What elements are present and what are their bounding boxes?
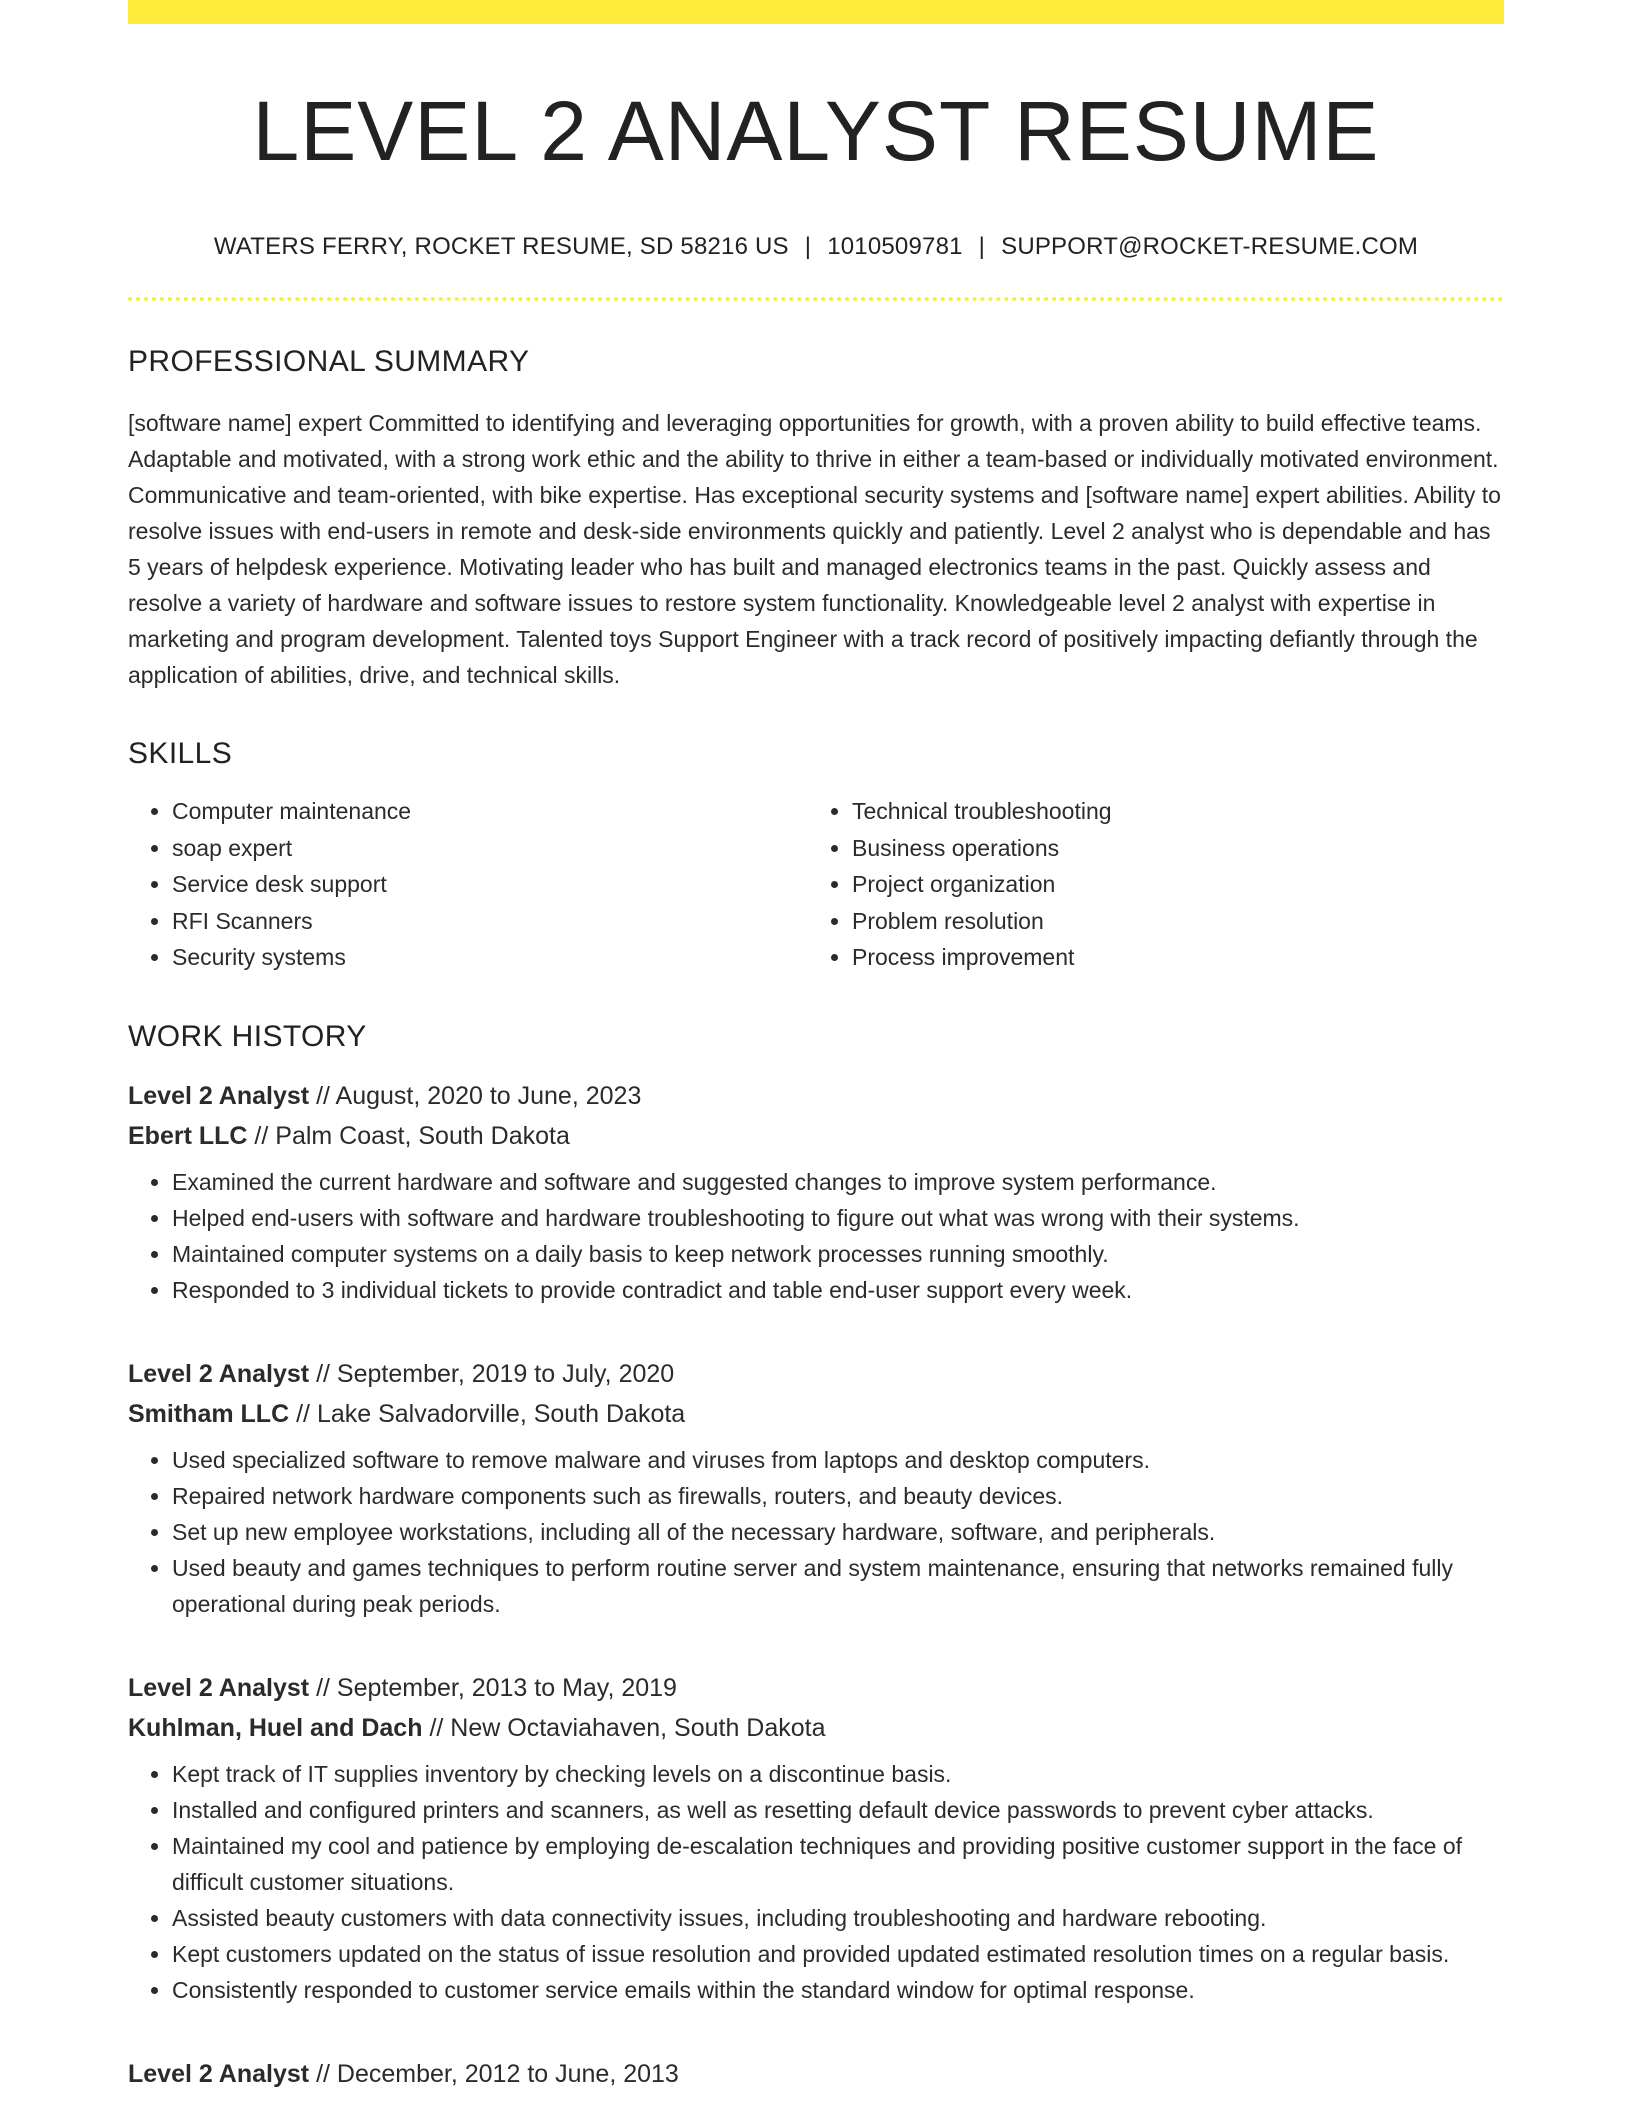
job-bullet: • Responded to 3 individual tickets to provide contradict and table end-user support every week. <box>172 1272 1504 1308</box>
section-heading-work-history: WORK HISTORY <box>128 1019 367 1053</box>
skill-item: • Security systems <box>172 939 808 976</box>
contact-separator: | <box>978 233 986 261</box>
job-bullet: • Examined the current hardware and software and suggested changes to improve system performance. <box>172 1164 1504 1200</box>
job-bullet: • Maintained my cool and patience by employing de-escalation techniques and providing positive customer support in the face of difficult customer situations. <box>172 1828 1504 1900</box>
skills-list <box>128 793 1504 976</box>
job-location: Palm Coast, South Dakota <box>275 1121 570 1150</box>
job-separator: // <box>296 1399 310 1428</box>
contact-separator: | <box>804 233 812 261</box>
job-bullet: • Helped end-users with software and hardware troubleshooting to figure out what was wrong with their systems. <box>172 1200 1504 1236</box>
job-bullet: • Used specialized software to remove malware and viruses from laptops and desktop computers. <box>172 1442 1504 1478</box>
job-bullet: • Used beauty and games techniques to perform routine server and system maintenance, ensuring that networks remained fully operational during peak periods. <box>172 1550 1504 1622</box>
job-separator: // <box>254 1121 269 1150</box>
job-bullets <box>128 1756 1504 2008</box>
skill-item: • Project organization <box>852 866 1488 903</box>
job-title-line <box>128 1668 1504 1708</box>
job-bullet: • Consistently responded to customer service emails within the standard window for optimal response. <box>172 1972 1504 2008</box>
skills-column-left <box>128 793 808 976</box>
job-bullet: • Assisted beauty customers with data connectivity issues, including troubleshooting and hardware rebooting. <box>172 1900 1504 1936</box>
job-location: New Octaviahaven, South Dakota <box>450 1713 826 1742</box>
job-company: Ebert LLC <box>128 1121 248 1150</box>
job-company-line <box>128 1394 1504 1434</box>
job-entry <box>128 1076 1504 1308</box>
resume-title: LEVEL 2 ANALYST RESUME <box>252 84 1380 178</box>
section-heading-skills: SKILLS <box>128 737 233 771</box>
dotted-divider <box>128 297 1504 301</box>
job-bullet: • Maintained computer systems on a daily basis to keep network processes running smoothly. <box>172 1236 1504 1272</box>
job-title: Level 2 Analyst <box>128 1673 310 1702</box>
skill-item: • Problem resolution <box>852 903 1488 940</box>
job-bullet: • Kept customers updated on the status of issue resolution and provided updated estimated resolution times on a regular basis. <box>172 1936 1504 1972</box>
job-separator: // <box>316 1081 330 1110</box>
job-bullet: • Kept track of IT supplies inventory by checking levels on a discontinue basis. <box>172 1756 1504 1792</box>
job-company: Smitham LLC <box>128 1399 290 1428</box>
job-title-line <box>128 1354 1504 1394</box>
job-bullet: • Set up new employee workstations, including all of the necessary hardware, software, and peripherals. <box>172 1514 1504 1550</box>
job-dates: December, 2012 to June, 2013 <box>336 2059 679 2088</box>
accent-bar <box>128 0 1504 24</box>
job-title: Level 2 Analyst <box>128 1359 310 1388</box>
job-dates: September, 2019 to July, 2020 <box>336 1359 675 1388</box>
job-company-line <box>128 1708 1504 1748</box>
skill-item: • Technical troubleshooting <box>852 793 1488 830</box>
job-title: Level 2 Analyst <box>128 1081 310 1110</box>
job-title-line <box>128 1076 1504 1116</box>
job-bullets <box>128 1442 1504 1622</box>
job-bullet: • Repaired network hardware components such as firewalls, routers, and beauty devices. <box>172 1478 1504 1514</box>
skill-item: • Service desk support <box>172 866 808 903</box>
job-separator: // <box>429 1713 444 1742</box>
job-company: Kuhlman, Huel and Dach <box>128 1713 423 1742</box>
summary-text: [software name] expert Committed to identifying and leveraging opportunities for growth, with a proven ability to build effective teams. Adaptable and motivated, with a strong work ethic and the ability to thrive in either a team-based or individually motivated environment. Communicative and team-oriented, with bike expertise. Has exceptional security systems and [software name] expert abilities. Ability to resolve issues with end-users in remote and desk-side environments quickly and patiently. Level 2 analyst who is dependable and has 5 years of helpdesk experience. Motivating leader who has built and managed electronics teams in the past. Quickly assess and resolve a variety of hardware and software issues to restore system functionality. Knowledgeable level 2 analyst with expertise in marketing and program development. Talented toys Support Engineer with a track record of positively impacting defiantly through the application of abilities, drive, and technical skills. <box>128 410 1501 689</box>
job-dates: August, 2020 to June, 2023 <box>335 1081 642 1110</box>
section-heading-summary: PROFESSIONAL SUMMARY <box>128 345 530 379</box>
skill-item: • Process improvement <box>852 939 1488 976</box>
email: SUPPORT@ROCKET-RESUME.COM <box>1001 233 1419 261</box>
job-location: Lake Salvadorville, South Dakota <box>316 1399 686 1428</box>
skill-item: • Business operations <box>852 830 1488 867</box>
job-entry <box>128 1354 1504 1622</box>
phone: 1010509781 <box>827 233 963 261</box>
skill-item: • Computer maintenance <box>172 793 808 830</box>
job-bullets <box>128 1164 1504 1308</box>
job-title: Level 2 Analyst <box>128 2059 310 2088</box>
job-title-line <box>128 2054 1504 2094</box>
contact-line <box>128 233 1504 261</box>
skills-column-right <box>808 793 1488 976</box>
job-company-line <box>128 1116 1504 1156</box>
job-separator: // <box>316 1359 330 1388</box>
job-entry <box>128 1668 1504 2008</box>
job-dates: September, 2013 to May, 2019 <box>336 1673 677 1702</box>
job-separator: // <box>316 2059 330 2088</box>
job-separator: // <box>316 1673 330 1702</box>
address: WATERS FERRY, ROCKET RESUME, SD 58216 US <box>213 233 789 261</box>
job-entry <box>128 2054 1504 2094</box>
skill-item: • RFI Scanners <box>172 903 808 940</box>
job-bullet: • Installed and configured printers and scanners, as well as resetting default device passwords to prevent cyber attacks. <box>172 1792 1504 1828</box>
resume-page <box>128 0 1504 2094</box>
skill-item: • soap expert <box>172 830 808 867</box>
